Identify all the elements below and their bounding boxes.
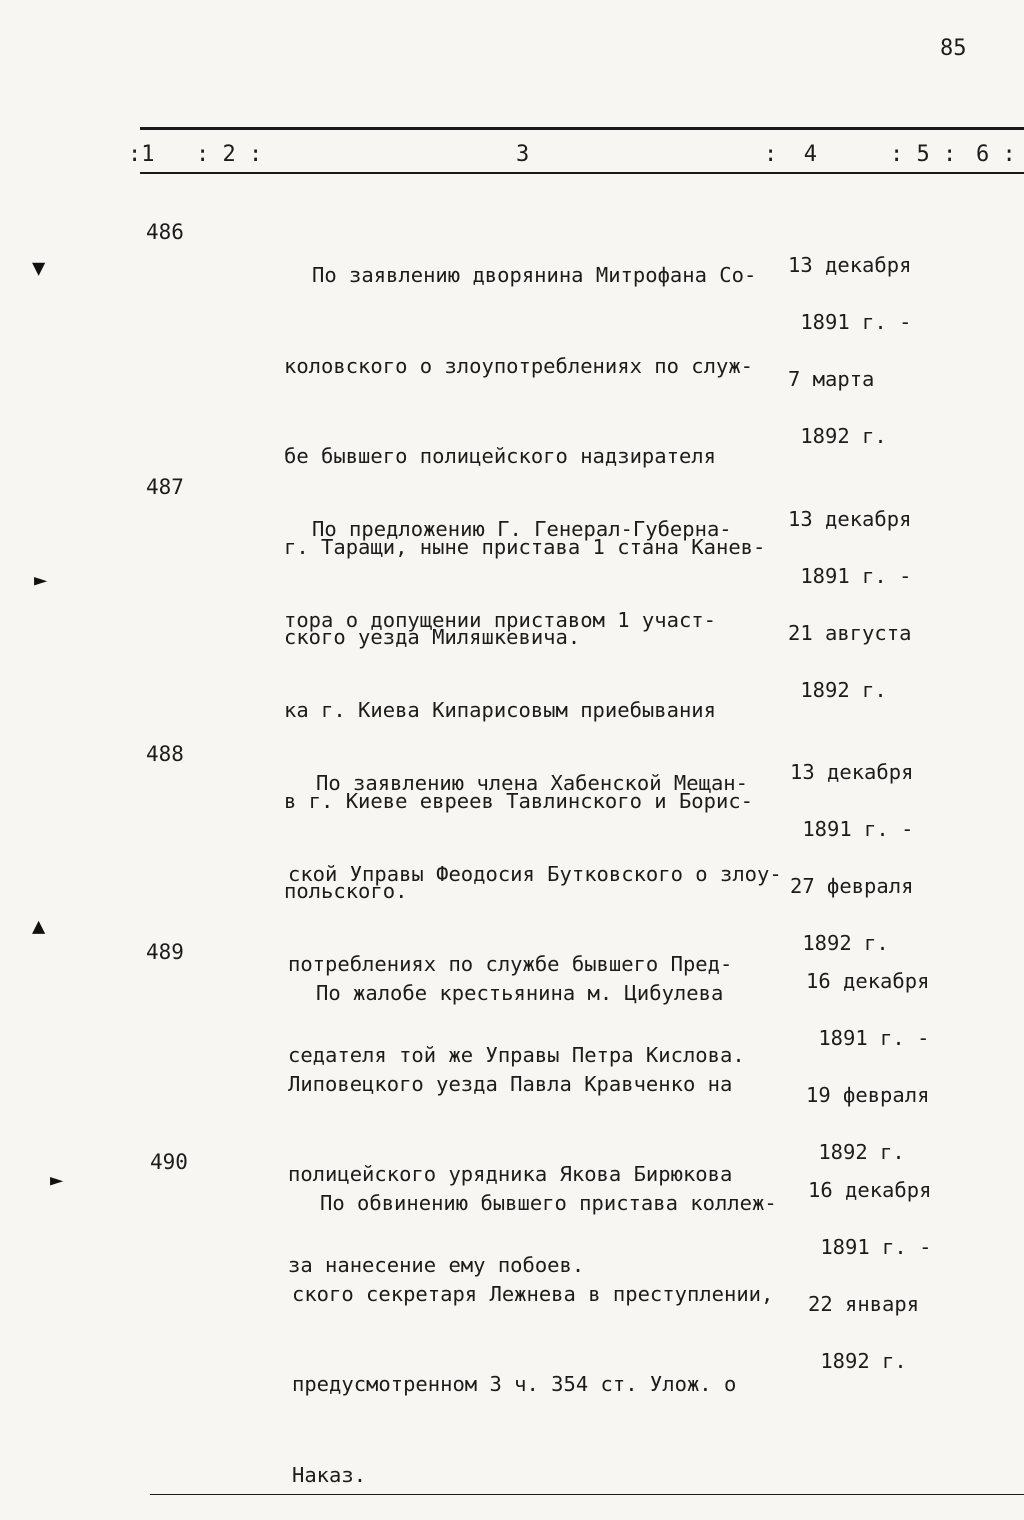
header-top-rule — [140, 127, 1024, 130]
date-line: 27 февраля — [790, 874, 914, 898]
description-line: По жалобе крестьянина м. Цибулева — [316, 981, 724, 1005]
date-line: 16 декабря — [806, 969, 930, 993]
description-line: полицейского урядника Якова Бирюкова — [288, 1162, 733, 1186]
date-line: 1891 г. - — [806, 1026, 930, 1050]
entry-number: 489 — [146, 940, 184, 964]
binding-hole-mark: ▲ — [32, 914, 46, 939]
date-line: 21 августа — [788, 621, 912, 645]
column-header-1: :1 — [128, 142, 155, 167]
entry-description — [292, 1134, 777, 1520]
description-line: седателя той же Управы Петра Кислова. — [288, 1042, 745, 1067]
entry-date-range — [788, 218, 911, 465]
description-line: бе бывшего полицейского надзирателя — [284, 444, 716, 468]
date-line: 22 января — [808, 1292, 920, 1316]
date-line: 16 декабря — [808, 1178, 932, 1202]
binding-hole-mark: ► — [34, 568, 48, 593]
entry-date-range — [806, 1140, 932, 1390]
date-line: 13 декабря — [790, 760, 914, 784]
date-line: 1891 г. - — [790, 817, 914, 841]
date-line: 1891 г. - — [808, 1235, 932, 1259]
entry-number: 486 — [146, 220, 184, 244]
date-line: 1892 г. — [788, 678, 887, 702]
description-line: предусмотренном 3 ч. 354 ст. Улож. о — [292, 1372, 737, 1396]
description-line: Наказ. — [292, 1462, 367, 1487]
binding-hole-mark: ► — [50, 1168, 64, 1193]
column-header-5: : 5 : — [890, 142, 957, 167]
page-number: 85 — [940, 36, 967, 61]
date-line: 1892 г. — [788, 424, 887, 448]
date-line: 1892 г. — [790, 931, 889, 955]
description-line: ского уезда Миляшкевича. — [284, 625, 581, 649]
column-header-6: 6 : — [976, 142, 1016, 167]
date-line: 7 марта — [788, 367, 875, 391]
description-line: По заявлению дворянина Митрофана Со- — [312, 263, 757, 287]
entry-number: 488 — [146, 742, 184, 766]
description-line: г. Таращи, ныне пристава 1 стана Канев- — [284, 534, 766, 559]
description-line: за нанесение ему побоев. — [288, 1252, 585, 1277]
entry-number: 487 — [146, 475, 184, 499]
description-line: потреблениях по службе бывшего Пред- — [288, 952, 733, 976]
description-line: ской Управы Феодосия Бутковского о злоу- — [288, 861, 782, 886]
binding-hole-mark: ▼ — [32, 256, 46, 281]
description-line: польского. — [284, 879, 408, 903]
date-line: 19 февраля — [806, 1083, 930, 1107]
date-line: 13 декабря — [788, 507, 912, 531]
column-header-2: : 2 : — [196, 142, 263, 167]
date-line: 1892 г. — [806, 1140, 905, 1164]
description-line: По заявлению члена Хабенской Мещан- — [316, 771, 748, 795]
entry-number: 490 — [150, 1150, 188, 1174]
column-header-3: 3 — [516, 142, 530, 167]
description-line: тора о допущении приставом 1 участ- — [284, 607, 716, 632]
date-line: 1891 г. - — [788, 564, 912, 588]
entry-date-range — [788, 472, 911, 719]
page-bottom-edge — [150, 1494, 1024, 1495]
description-line: ского секретаря Лежнева в преступлении, — [292, 1281, 774, 1306]
date-line: 13 декабря — [788, 253, 912, 277]
date-line: 1891 г. - — [788, 310, 912, 334]
date-line: 1892 г. — [808, 1349, 907, 1373]
description-line: ка г. Киева Кипарисовым приебывания — [284, 698, 716, 722]
description-line: в г. Киеве евреев Тавлинского и Борис- — [284, 788, 753, 813]
description-line: По обвинению бывшего пристава коллеж- — [320, 1191, 777, 1215]
description-line: коловского о злоупотреблениях по служ- — [284, 353, 753, 378]
description-line: По предложению Г. Генерал-Губерна- — [312, 517, 732, 541]
description-line: Липовецкого уезда Павла Кравченко на — [288, 1071, 733, 1096]
header-bottom-rule — [140, 172, 1024, 174]
column-header-4: : 4 — [764, 142, 817, 167]
